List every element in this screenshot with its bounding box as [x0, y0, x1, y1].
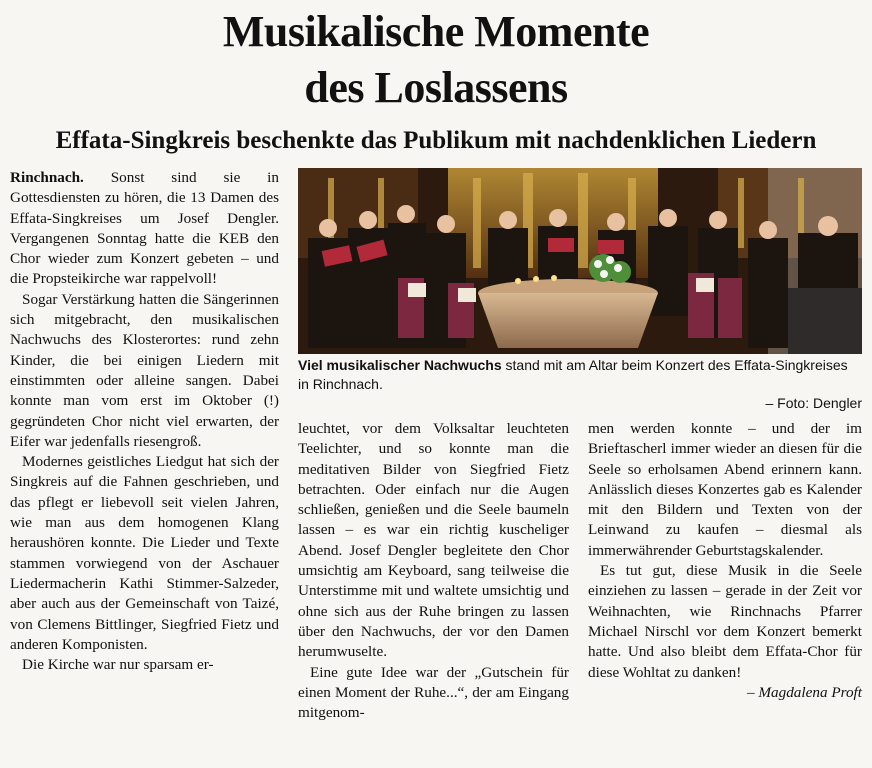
caption-lead: Viel musikalischer Nachwuchs [298, 357, 502, 373]
paragraph-4-continued: leuchtet, vor dem Volksaltar leuchteten Teelichter, und so konnte man die meditativen Bilder von Siegfried Fietz betrachten. Oder einfach nur die Augen schließen, genießen und die Seele baumeln lassen – es war ein richtig kuscheliger Abend. Josef Dengler begleitete den Chor umsichtig am Keyboard, sang teilweise die Unterstimme mit und waltete umsichtig und ohne sich aus der Ruhe bringen zu lassen über den Nachwuchs, der vor den Damen herumwuselte. [298, 420, 569, 661]
caption-text: stand mit am Altar beim Konzert des Effata-Singkreises in Rinchnach. [298, 357, 848, 392]
lead-place: Rinchnach. [10, 169, 84, 186]
headline-line-2: des Loslassens [304, 63, 568, 112]
paragraph-6: Es tut gut, diese Musik in die Seele einziehen zu lassen – gerade in der Zeit vor Weihnachten, wie Rinchnachs Pfarrer Michael Nirschl vor dem Konzert bemerkt hatte. Und also bleibt dem Effata-Chor für diese Wohltat zu danken! [588, 562, 862, 681]
paragraph-4-start: Die Kirche war nur sparsam er- [22, 656, 214, 674]
paragraph-2: Sogar Verstärkung hatten die Sängerinnen sich mitgebracht, den musikalischen Nachwuchs des Klosterortes: rund zehn Kinder, die bei einigen Liedern mit einstimmten oder alleine sangen. Dabei konnte man vom erst im Oktober (!) gegründeten Chor nicht viel erwarten, der Eifer war jedenfalls riesengroß. [10, 290, 279, 450]
photo-caption [298, 356, 862, 413]
subheadline: Effata-Singkreis beschenkte das Publikum mit nachdenklichen Liedern [55, 127, 817, 154]
photo-credit: – Foto: Dengler [765, 395, 862, 411]
headline-line-1: Musikalische Momente [222, 7, 650, 56]
article-column-2 [298, 419, 569, 723]
paragraph-5-start: Eine gute Idee war der „Gutschein für einen Moment der Ruhe...“, der am Eingang mitgenom- [298, 663, 569, 722]
article-column-1 [10, 168, 279, 675]
paragraph-5-continued: men werden konnte – und der im Brieftascherl immer wieder an diesen für die Seele so erholsamen Abend erinnern kann. Anlässlich dieses Konzertes gab es Kalender mit den Bildern und Texten von der Leinwand zu kaufen – diesmal als immerwährender Geburtstagskalender. [588, 420, 862, 559]
article-column-3 [588, 419, 862, 703]
paragraph-1-text: Sonst sind sie in Gottesdiensten zu hören, die 13 Damen des Effata-Singkreises um Josef Dengler. Vergangenen Sonntag hatte die KEB den Chor wieder zum Konzert gebeten – und die Propsteikirche war rappelvoll! [10, 169, 279, 288]
concert-photo [298, 168, 862, 354]
author-byline: – Magdalena Proft [746, 683, 862, 701]
paragraph-1 [10, 168, 279, 290]
headline [0, 4, 872, 116]
paragraph-3: Modernes geistliches Liedgut hat sich der Singkreis auf die Fahnen geschrieben, und das pflegt er liebevoll seit vielen Jahren, wie man aus dem homogenen Klang heraushören konnte. Die Lieder und Texte stammen vorwiegend von der Aschauer Liedermacherin Kathi Stimmer-Salzeder, aber auch aus der Gemeinschaft von Taizé, von Clemens Bittlinger, Siegfried Fietz und anderen Komponisten. [10, 453, 279, 653]
